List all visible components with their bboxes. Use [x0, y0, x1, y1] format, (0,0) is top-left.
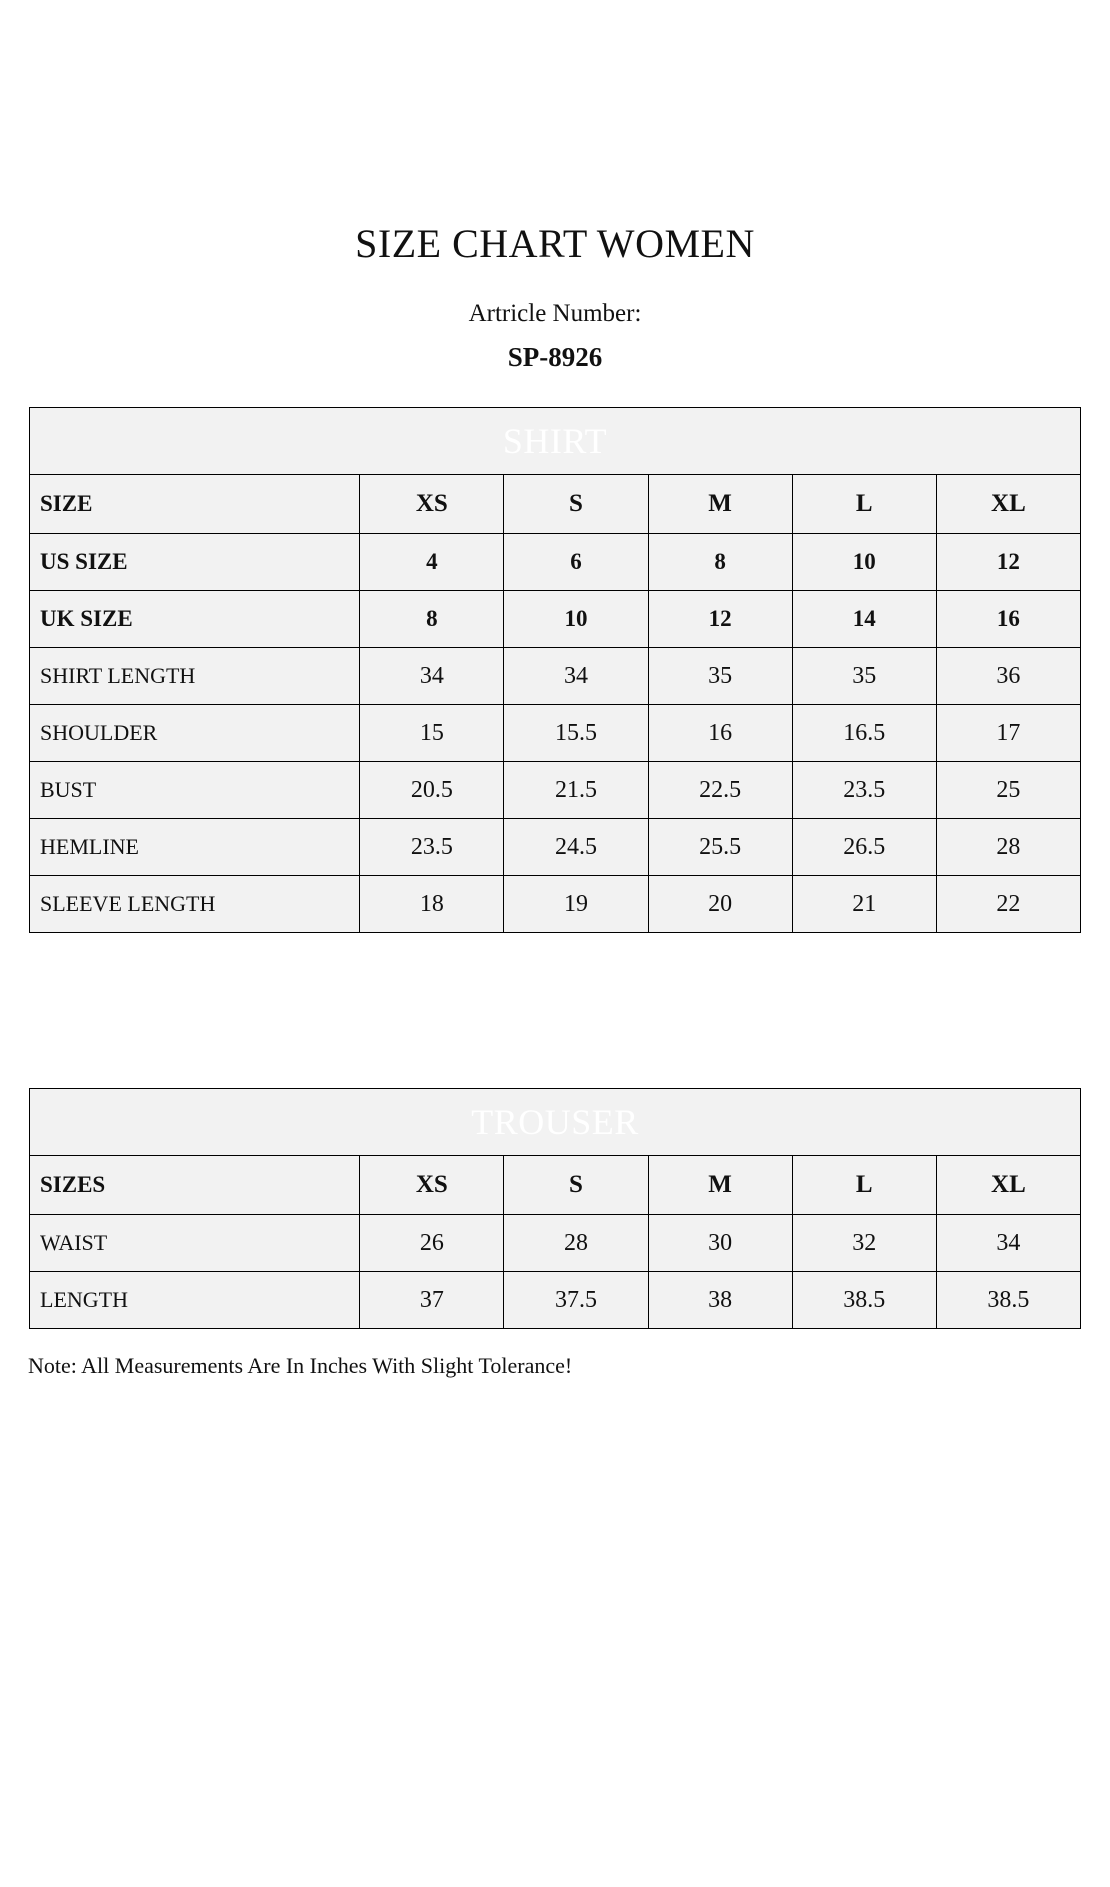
- row-label: HEMLINE: [30, 819, 360, 876]
- measurement-cell: 34: [360, 648, 504, 705]
- row-label: LENGTH: [30, 1272, 360, 1329]
- measurement-cell: 6: [504, 534, 648, 591]
- size-column-header: M: [648, 475, 792, 534]
- table-spacer: [0, 933, 1110, 1088]
- table-row: [30, 819, 1081, 876]
- table-row: [30, 534, 1081, 591]
- measurement-cell: 35: [648, 648, 792, 705]
- measurement-cell: 10: [504, 591, 648, 648]
- table-band-header: [30, 408, 1081, 475]
- measurement-cell: 21.5: [504, 762, 648, 819]
- size-column-header: XL: [936, 475, 1080, 534]
- row-label: BUST: [30, 762, 360, 819]
- measurement-cell: 12: [648, 591, 792, 648]
- measurement-cell: 30: [648, 1215, 792, 1272]
- row-label: SLEEVE LENGTH: [30, 876, 360, 933]
- table-row: [30, 762, 1081, 819]
- measurement-cell: 34: [504, 648, 648, 705]
- measurement-cell: 22.5: [648, 762, 792, 819]
- measurement-cell: 37.5: [504, 1272, 648, 1329]
- measurement-cell: 24.5: [504, 819, 648, 876]
- trouser-size-table: [29, 1088, 1081, 1329]
- measurement-cell: 25.5: [648, 819, 792, 876]
- size-column-header: XL: [936, 1156, 1080, 1215]
- table-band-header: [30, 1089, 1081, 1156]
- measurement-cell: 38.5: [792, 1272, 936, 1329]
- measurement-cell: 21: [792, 876, 936, 933]
- measurement-cell: 8: [648, 534, 792, 591]
- size-column-header: S: [504, 1156, 648, 1215]
- measurement-cell: 4: [360, 534, 504, 591]
- measurement-cell: 36: [936, 648, 1080, 705]
- measurement-cell: 23.5: [360, 819, 504, 876]
- shirt-size-table: [29, 407, 1081, 933]
- table-band-title: SHIRT: [30, 408, 1081, 475]
- measurement-cell: 12: [936, 534, 1080, 591]
- table-row: [30, 705, 1081, 762]
- measurement-cell: 23.5: [792, 762, 936, 819]
- table-row: [30, 876, 1081, 933]
- trouser-size-table-wrapper: [29, 1088, 1081, 1329]
- measurement-cell: 18: [360, 876, 504, 933]
- measurement-cell: 25: [936, 762, 1080, 819]
- article-number-value: SP-8926: [507, 342, 603, 372]
- measurement-cell: 20: [648, 876, 792, 933]
- page-title: SIZE CHART WOMEN: [355, 221, 755, 266]
- row-label: US SIZE: [30, 534, 360, 591]
- size-column-header: L: [792, 475, 936, 534]
- measurement-cell: 26.5: [792, 819, 936, 876]
- table-row: [30, 648, 1081, 705]
- table-band-title: TROUSER: [30, 1089, 1081, 1156]
- row-label: WAIST: [30, 1215, 360, 1272]
- measurement-cell: 16: [648, 705, 792, 762]
- measurement-cell: 22: [936, 876, 1080, 933]
- measurement-cell: 38: [648, 1272, 792, 1329]
- measurement-cell: 37: [360, 1272, 504, 1329]
- measurement-cell: 16.5: [792, 705, 936, 762]
- size-chart-page: [0, 222, 1110, 1887]
- row-label: SHIRT LENGTH: [30, 648, 360, 705]
- row-label: SHOULDER: [30, 705, 360, 762]
- measurement-cell: 10: [792, 534, 936, 591]
- measurement-cell: 26: [360, 1215, 504, 1272]
- measurement-cell: 15.5: [504, 705, 648, 762]
- size-column-header: L: [792, 1156, 936, 1215]
- table-row: [30, 1272, 1081, 1329]
- table-row: [30, 591, 1081, 648]
- size-row-label: SIZES: [30, 1156, 360, 1215]
- measurement-cell: 17: [936, 705, 1080, 762]
- article-number-label: Artricle Number:: [468, 300, 642, 327]
- size-column-header: M: [648, 1156, 792, 1215]
- measurement-cell: 14: [792, 591, 936, 648]
- measurement-cell: 34: [936, 1215, 1080, 1272]
- measurement-cell: 32: [792, 1215, 936, 1272]
- measurement-cell: 20.5: [360, 762, 504, 819]
- table-row: [30, 1215, 1081, 1272]
- shirt-size-table-wrapper: [29, 407, 1081, 933]
- measurement-cell: 16: [936, 591, 1080, 648]
- size-column-header: S: [504, 475, 648, 534]
- measurement-note: Note: All Measurements Are In Inches With Slight Tolerance!: [28, 1353, 573, 1378]
- size-column-header: XS: [360, 1156, 504, 1215]
- measurement-cell: 35: [792, 648, 936, 705]
- measurement-cell: 19: [504, 876, 648, 933]
- measurement-cell: 28: [504, 1215, 648, 1272]
- measurement-cell: 38.5: [936, 1272, 1080, 1329]
- row-label: UK SIZE: [30, 591, 360, 648]
- measurement-cell: 28: [936, 819, 1080, 876]
- table-size-header-row: [30, 475, 1081, 534]
- measurement-cell: 15: [360, 705, 504, 762]
- table-size-header-row: [30, 1156, 1081, 1215]
- size-row-label: SIZE: [30, 475, 360, 534]
- size-column-header: XS: [360, 475, 504, 534]
- measurement-cell: 8: [360, 591, 504, 648]
